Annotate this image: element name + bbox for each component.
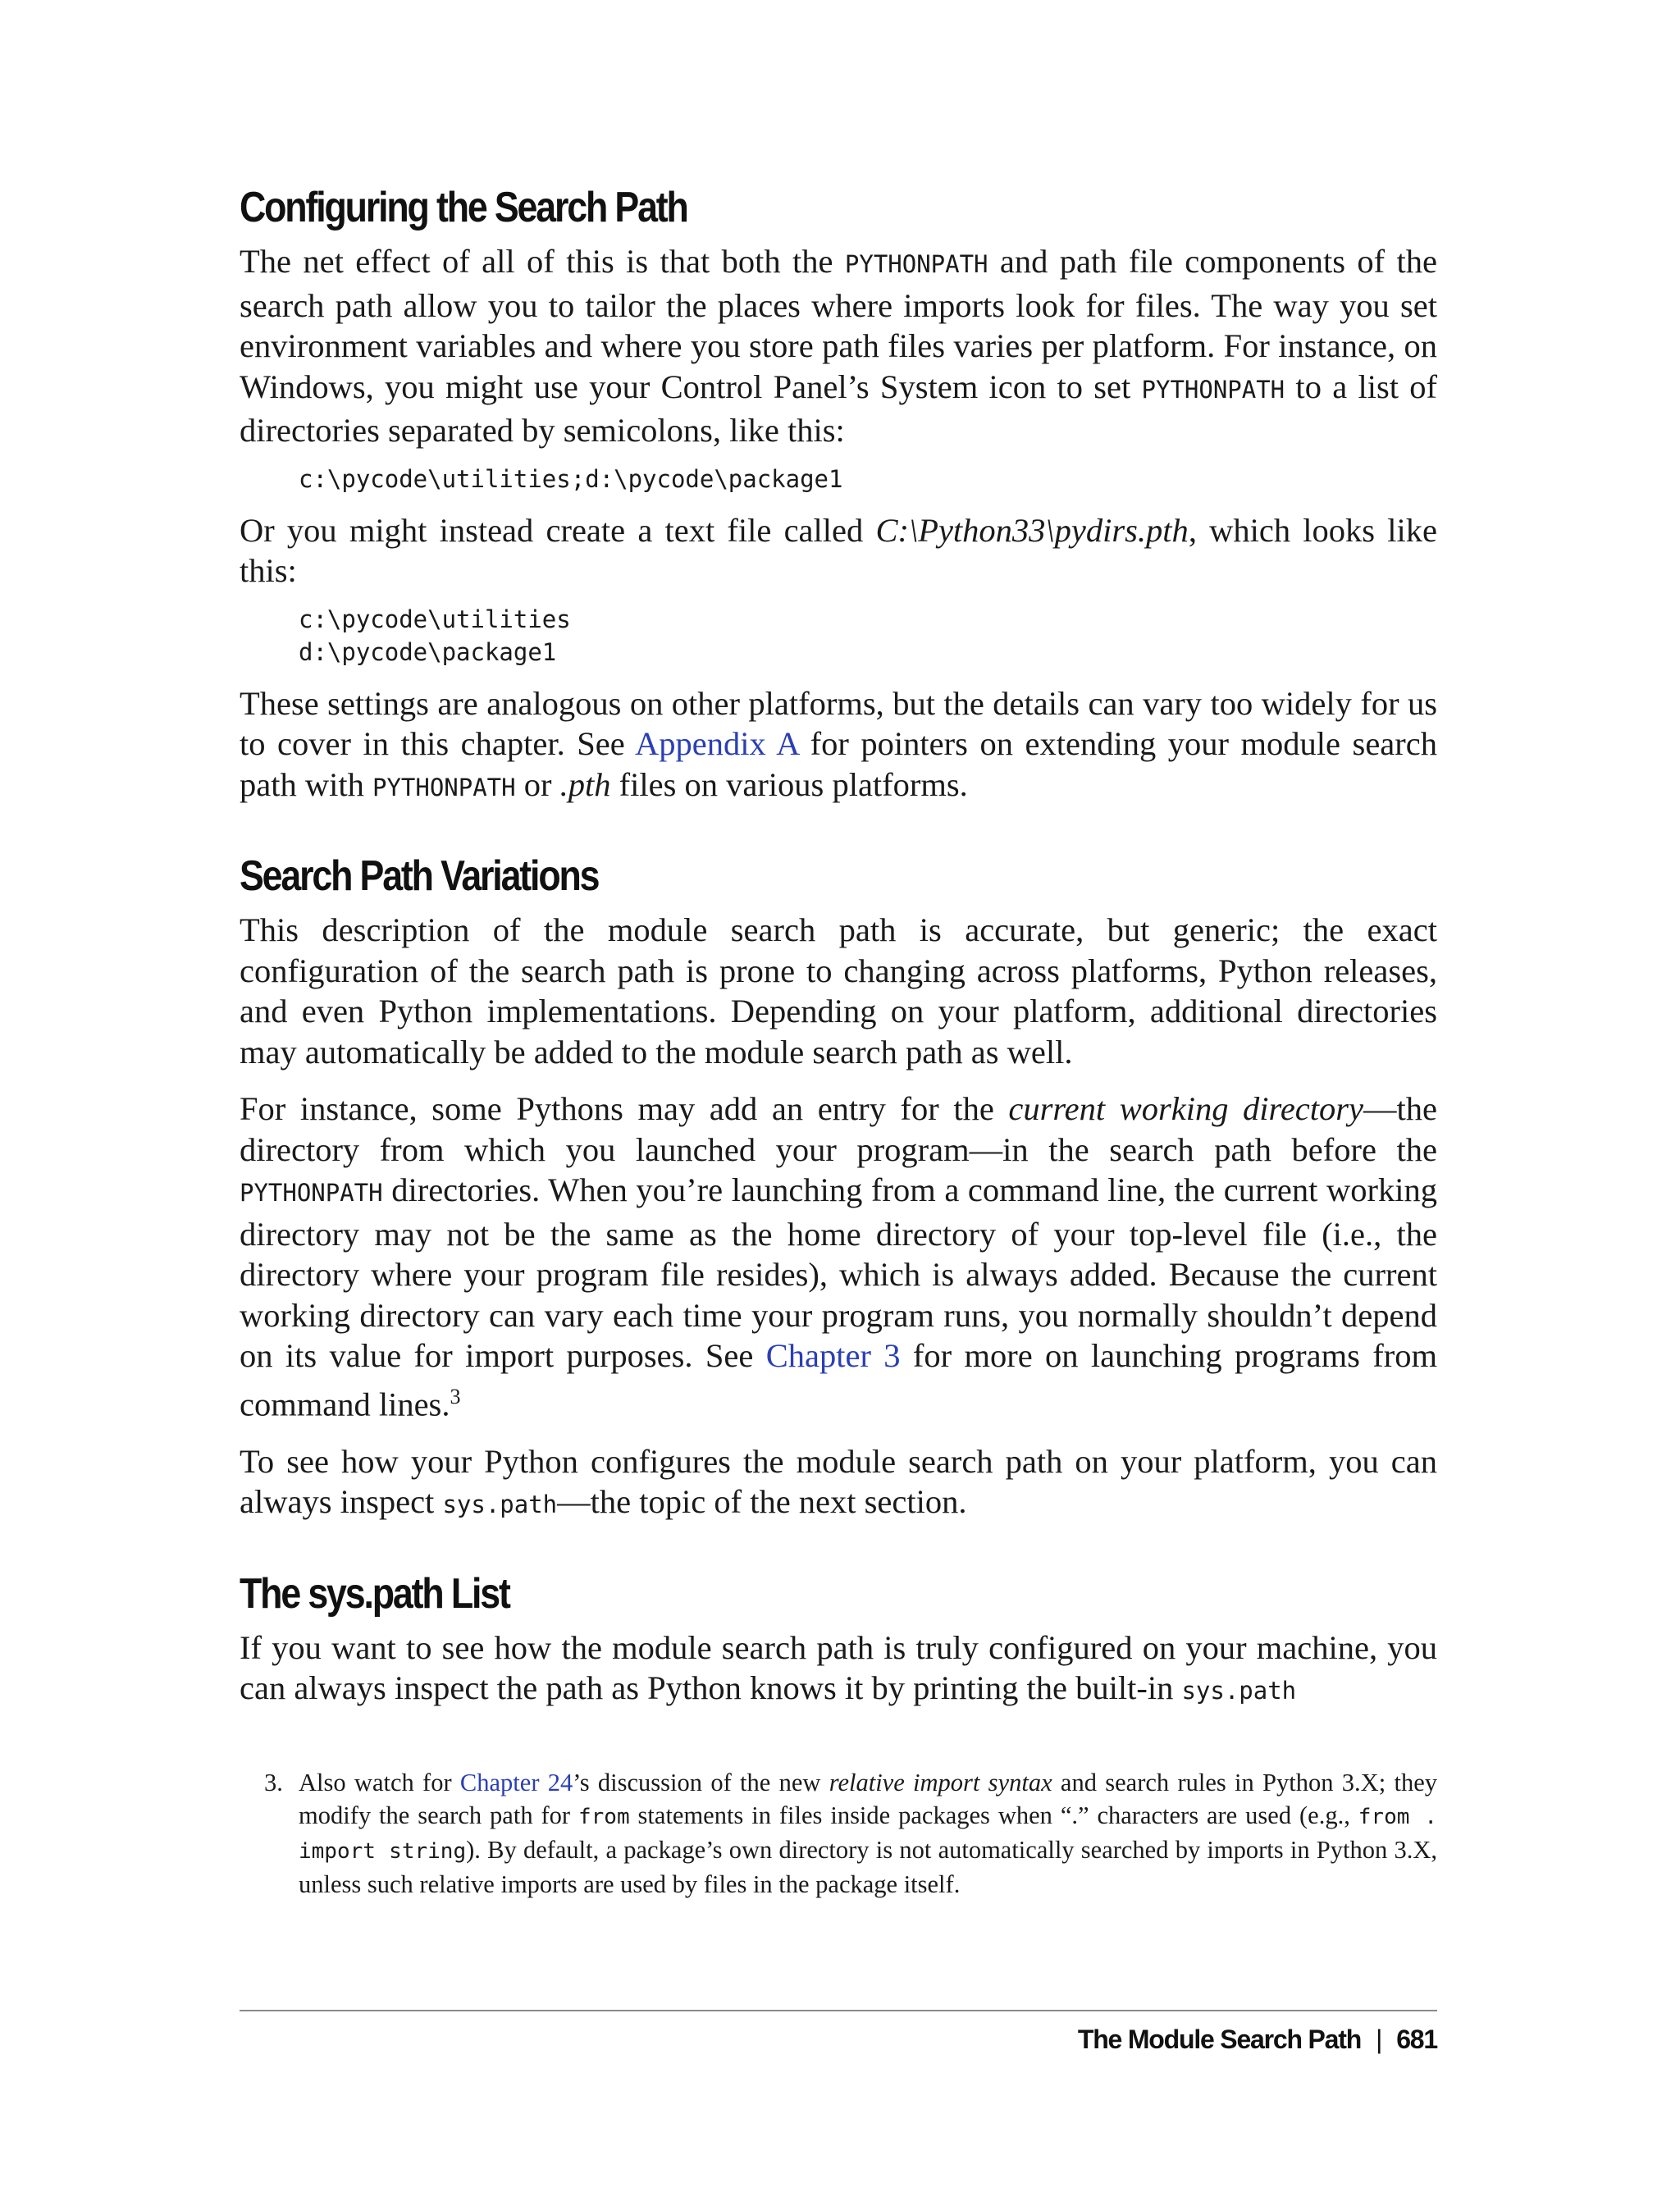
text-run: The net effect of all of this is that both the <box>240 243 845 280</box>
inline-code: sys.path <box>1181 1677 1297 1705</box>
text-run: files on various platforms. <box>610 765 968 803</box>
italic-term: relative import syntax <box>829 1768 1052 1796</box>
text-run: statements in files inside packages when “.” characters are used (e.g., <box>629 1801 1358 1829</box>
paragraph <box>240 241 1437 451</box>
text-run: For instance, some Pythons may add an entry for the <box>240 1090 1009 1127</box>
inline-code: from . import string <box>299 1804 1437 1864</box>
italic-filename: C:\Python33\pydirs.pth <box>875 511 1189 549</box>
text-run: —the topic of the next section. <box>557 1483 967 1520</box>
running-footer <box>1078 2025 1437 2055</box>
footer-separator: | <box>1376 2025 1382 2054</box>
code-block: c:\pycode\utilities;d:\pycode\package1 <box>299 464 843 493</box>
paragraph <box>240 510 1437 591</box>
footer-rule <box>240 2010 1437 2011</box>
inline-code: from <box>578 1804 630 1829</box>
text-run: —the directory from which you launched your program—in the search path before the <box>240 1090 1437 1168</box>
inline-code: PYTHONPATH <box>240 1179 383 1207</box>
page-number: 681 <box>1396 2025 1437 2054</box>
text-run: for pointers on extending your module search path with <box>240 725 1437 803</box>
paragraph <box>240 1441 1437 1526</box>
text-run: for more on launching programs from command lines. <box>240 1337 1437 1422</box>
appendix-a-link[interactable]: Appendix A <box>635 725 799 762</box>
main-content <box>240 179 1437 1901</box>
section-heading-sys-path: The sys.path List <box>240 1569 509 1618</box>
footnote-ref[interactable]: 3 <box>450 1384 461 1408</box>
text-run: , which looks like this: <box>240 511 1437 589</box>
italic-term: current working directory <box>1008 1090 1364 1127</box>
text-run: ’s discussion of the new <box>573 1768 829 1796</box>
text-run: and path file components of the search path allow you to tailor the places where imports look for files. The way you set environment variables and where you store path files varies per platform. For instance, on Windows, you might use your Control Panel’s System icon to set <box>240 243 1437 405</box>
text-run: To see how your Python configures the module search path on your platform, you can always inspect <box>240 1442 1437 1520</box>
code-block: c:\pycode\utilities d:\pycode\package1 <box>299 605 571 666</box>
text-run: ). By default, a package’s own directory is not automatically searched by imports in Python 3.X, unless such relative imports are used by files in the package itself. <box>299 1835 1437 1898</box>
chapter-3-link[interactable]: Chapter 3 <box>765 1337 901 1374</box>
inline-code: PYTHONPATH <box>1141 375 1285 404</box>
paragraph: This description of the module search path is accurate, but generic; the exact configuration of the search path is prone to changing across platforms, Python releases, and even Python implementations. Depending on your platform, additional directories may automatically be added to the module search path as well. <box>240 911 1437 1071</box>
paragraph <box>240 1089 1437 1425</box>
paragraph <box>240 1628 1437 1712</box>
section-heading-variations: Search Path Variations <box>240 852 599 900</box>
text-run: Or you might instead create a text file called <box>240 511 876 549</box>
footnote-number: 3. <box>264 1768 283 1796</box>
inline-code: PYTHONPATH <box>372 773 516 801</box>
text-run: to a list of directories separated by semicolons, like this: <box>240 368 1438 449</box>
chapter-24-link[interactable]: Chapter 24 <box>459 1768 573 1796</box>
text-run: and search rules in Python 3.X; they modify the search path for <box>299 1768 1437 1829</box>
text-run: Also watch for <box>299 1768 460 1796</box>
paragraph <box>240 683 1437 809</box>
text-run: or <box>515 765 560 803</box>
footnote <box>240 1766 1437 1901</box>
section-heading-configuring: Configuring the Search Path <box>240 184 687 231</box>
text-run: These settings are analogous on other platforms, but the details can vary too widely for us to cover in this chapter. See <box>240 684 1437 762</box>
inline-code: sys.path <box>442 1491 558 1518</box>
italic-extension: .pth <box>559 765 611 803</box>
inline-code: PYTHONPATH <box>844 250 988 278</box>
text-run: If you want to see how the module search path is truly configured on your machine, you can always inspect the path as Python knows it by printing the built-in <box>240 1628 1437 1706</box>
text-run: directories. When you’re launching from a command line, the current working directory may not be the same as the home directory of your top-level file (i.e., the directory where your program file resides), which is always added. Because the current working directory can vary each time your program runs, you normally shouldn’t depend on its value for import purposes. See <box>240 1171 1437 1374</box>
chapter-section-title: The Module Search Path <box>1077 2025 1362 2054</box>
